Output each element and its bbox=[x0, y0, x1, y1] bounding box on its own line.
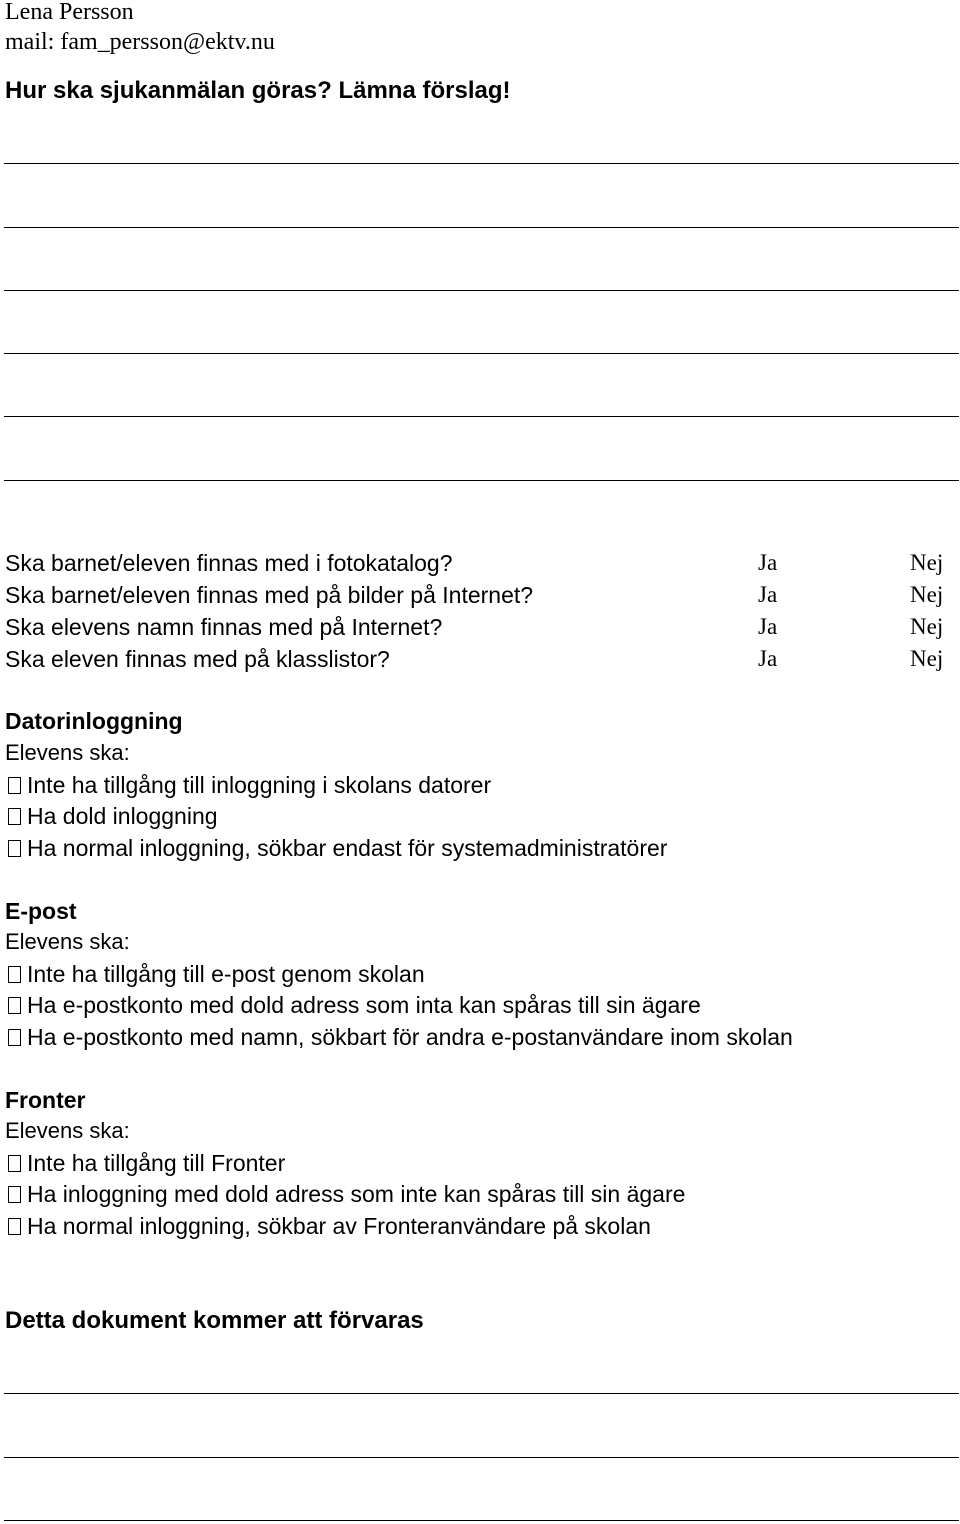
consent-question: Ska barnet/eleven finnas med i fotokatalog? bbox=[5, 550, 453, 576]
answer-line[interactable] bbox=[4, 1520, 959, 1521]
option-label: Inte ha tillgång till inloggning i skolans datorer bbox=[27, 772, 492, 798]
answer-line[interactable] bbox=[4, 290, 959, 291]
option-label: Ha dold inloggning bbox=[27, 803, 218, 829]
yes-option[interactable]: Ja bbox=[758, 646, 778, 671]
section-subtitle: Elevens ska: bbox=[5, 929, 130, 954]
answer-line[interactable] bbox=[4, 480, 959, 481]
checkbox[interactable] bbox=[8, 1218, 21, 1235]
consent-question: Ska elevens namn finnas med på Internet? bbox=[5, 614, 443, 640]
option-label: Ha normal inloggning, sökbar av Fronteranvändare på skolan bbox=[27, 1213, 651, 1239]
answer-line[interactable] bbox=[4, 1393, 959, 1394]
checkbox[interactable] bbox=[8, 1186, 21, 1203]
checkbox[interactable] bbox=[8, 840, 21, 857]
section-title-computer-login: Datorinloggning bbox=[5, 708, 183, 734]
option-row[interactable] bbox=[8, 772, 491, 799]
no-option[interactable]: Nej bbox=[910, 646, 944, 671]
option-label: Ha e-postkonto med namn, sökbart för andra e-postanvändare inom skolan bbox=[27, 1024, 793, 1050]
option-label: Ha inloggning med dold adress som inte kan spåras till sin ägare bbox=[27, 1181, 686, 1207]
option-label: Ha normal inloggning, sökbar endast för systemadministratörer bbox=[27, 835, 668, 861]
checkbox[interactable] bbox=[8, 1155, 21, 1172]
option-row[interactable] bbox=[8, 803, 218, 830]
storage-heading: Detta dokument kommer att förvaras bbox=[5, 1307, 424, 1334]
answer-line[interactable] bbox=[4, 1457, 959, 1458]
option-row[interactable] bbox=[8, 1181, 685, 1208]
yes-option[interactable]: Ja bbox=[758, 614, 778, 639]
option-label: Inte ha tillgång till Fronter bbox=[27, 1150, 286, 1176]
checkbox[interactable] bbox=[8, 1029, 21, 1046]
checkbox[interactable] bbox=[8, 997, 21, 1014]
checkbox[interactable] bbox=[8, 808, 21, 825]
option-label: Ha e-postkonto med dold adress som inta kan spåras till sin ägare bbox=[27, 992, 701, 1018]
section-subtitle: Elevens ska: bbox=[5, 740, 130, 765]
no-option[interactable]: Nej bbox=[910, 550, 944, 575]
option-row[interactable] bbox=[8, 1213, 651, 1240]
option-row[interactable] bbox=[8, 1024, 793, 1051]
section-subtitle: Elevens ska: bbox=[5, 1118, 130, 1143]
answer-line[interactable] bbox=[4, 227, 959, 228]
author-mail: mail: fam_persson@ektv.nu bbox=[5, 29, 275, 55]
yes-option[interactable]: Ja bbox=[758, 550, 778, 575]
consent-question: Ska eleven finnas med på klasslistor? bbox=[5, 646, 390, 672]
option-row[interactable] bbox=[8, 1150, 285, 1177]
option-label: Inte ha tillgång till e-post genom skolan bbox=[27, 961, 425, 987]
option-row[interactable] bbox=[8, 992, 701, 1019]
section-title-email: E-post bbox=[5, 898, 77, 924]
option-row[interactable] bbox=[8, 961, 425, 988]
answer-line[interactable] bbox=[4, 163, 959, 164]
consent-question: Ska barnet/eleven finnas med på bilder på Internet? bbox=[5, 582, 534, 608]
no-option[interactable]: Nej bbox=[910, 582, 944, 607]
checkbox[interactable] bbox=[8, 777, 21, 794]
answer-line[interactable] bbox=[4, 353, 959, 354]
answer-line[interactable] bbox=[4, 416, 959, 417]
section-title-fronter: Fronter bbox=[5, 1087, 86, 1113]
no-option[interactable]: Nej bbox=[910, 614, 944, 639]
yes-option[interactable]: Ja bbox=[758, 582, 778, 607]
option-row[interactable] bbox=[8, 835, 667, 862]
author-name: Lena Persson bbox=[5, 0, 134, 25]
checkbox[interactable] bbox=[8, 966, 21, 983]
sick-report-heading: Hur ska sjukanmälan göras? Lämna förslag! bbox=[5, 77, 511, 104]
